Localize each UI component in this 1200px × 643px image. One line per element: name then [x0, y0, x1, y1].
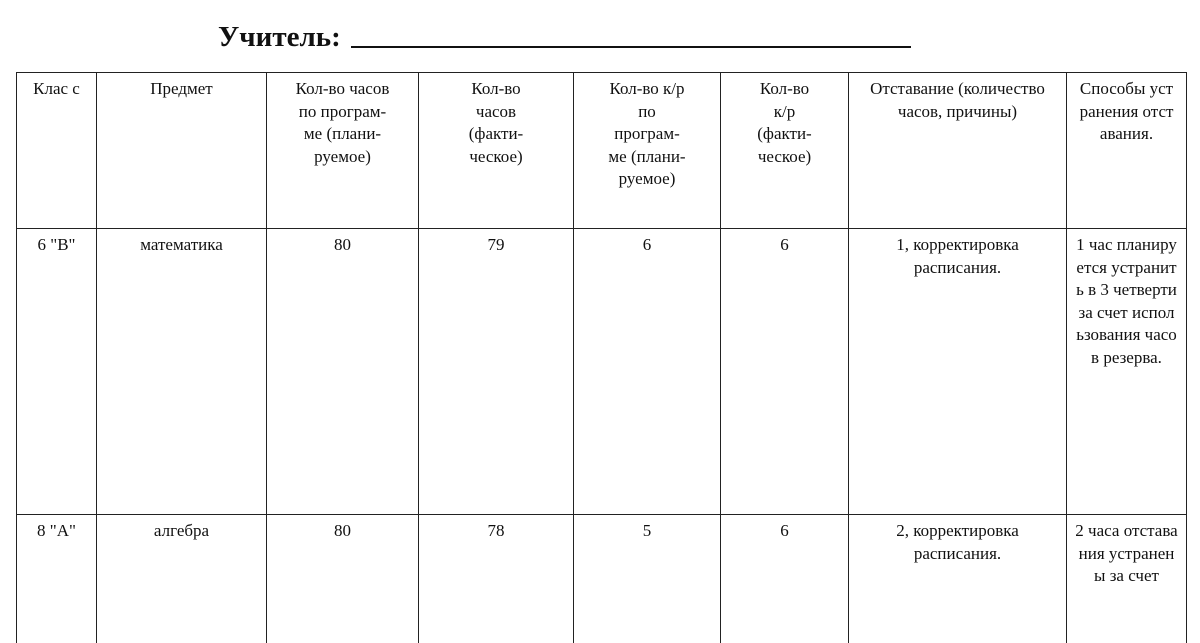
header-class: Клас с	[17, 73, 97, 229]
header-planned-tests: Кол-во к/р по програм- ме (плани- руемое)	[574, 73, 721, 229]
cell-class: 6 "В"	[17, 229, 97, 515]
teacher-label: Учитель:	[218, 21, 341, 53]
header-actual-tests: Кол-во к/р (факти- ческое)	[721, 73, 849, 229]
teacher-name-blank-line	[351, 46, 911, 48]
header-planned-hours: Кол-во часов по програм- ме (плани- руемое)	[267, 73, 419, 229]
table-row	[17, 515, 1187, 643]
header-remedy: Способы устранения отставания.	[1067, 73, 1187, 229]
cell-planned-tests: 6	[574, 229, 721, 515]
table-row	[17, 229, 1187, 515]
cell-planned-hours: 80	[267, 515, 419, 643]
cell-class: 8 "А"	[17, 515, 97, 643]
cell-actual-hours: 79	[419, 229, 574, 515]
cell-lag: 2, корректировка расписания.	[849, 515, 1067, 643]
teacher-heading	[218, 10, 911, 54]
cell-planned-tests: 5	[574, 515, 721, 643]
cell-planned-hours: 80	[267, 229, 419, 515]
cell-lag: 1, корректировка расписания.	[849, 229, 1067, 515]
header-lag: Отставание (количество часов, причины)	[849, 73, 1067, 229]
cell-actual-tests: 6	[721, 515, 849, 643]
table-header-row	[17, 73, 1187, 229]
header-subject: Предмет	[97, 73, 267, 229]
cell-subject: алгебра	[97, 515, 267, 643]
cell-remedy: 2 часа отставания устранены за счет	[1067, 515, 1187, 643]
cell-actual-hours: 78	[419, 515, 574, 643]
cell-actual-tests: 6	[721, 229, 849, 515]
curriculum-progress-table	[16, 72, 1187, 643]
cell-remedy: 1 час планируется устранить в 3 четверти за счет использования часов резерва.	[1067, 229, 1187, 515]
header-actual-hours: Кол-во часов (факти- ческое)	[419, 73, 574, 229]
cell-subject: математика	[97, 229, 267, 515]
